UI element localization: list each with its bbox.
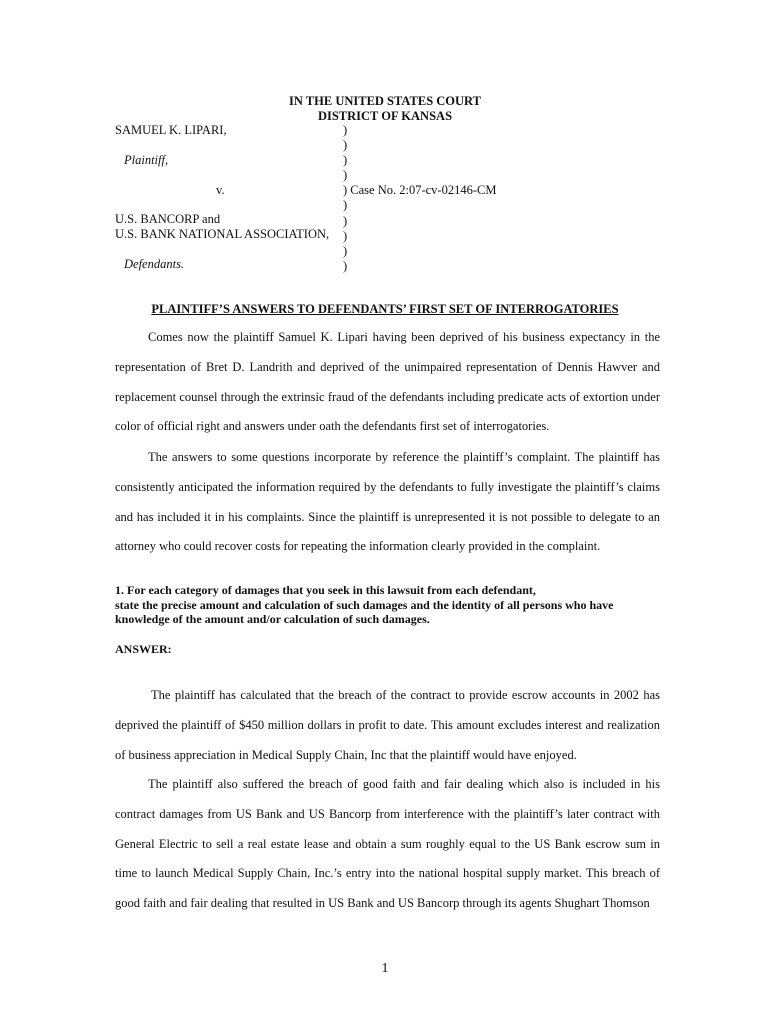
document-title: PLAINTIFF’S ANSWERS TO DEFENDANTS’ FIRST SET OF INTERROGATORIES [151,302,619,316]
caption-divider [343,123,496,274]
caption-paren: ) [343,213,348,228]
defendant-role: Defendants. [124,257,185,271]
intro-paragraph-2-text: The answers to some questions incorporate by reference the plaintiff’s complaint. The plaintiff has consistently anticipated the information required by the defendants to fully investigate the plaintiff’s claims and has included it in his complaints. Since the plaintiff is unrepresented it is not possible to delegate to an attorney who could recover costs for repeating the information clearly provided in the complaint. [115,450,660,554]
caption-paren: ) [343,168,348,183]
question-1-line-1: 1. For each category of damages that you seek in this lawsuit from each defendant, [115,583,536,597]
question-1 [115,583,675,627]
court-name: IN THE UNITED STATES COURT [289,94,481,108]
caption-paren: ) [343,198,348,213]
answer-paragraph-2-text: The plaintiff also suffered the breach of good faith and fair dealing which also is included in his contract damages from US Bank and US Bancorp from interference with the plaintiff’s later contract with General Electric to sell a real estate lease and obtain a sum roughly equal to the US Bank escrow sum in time to launch Medical Supply Chain, Inc.’s entry into the national hospital supply market. This breach of good faith and fair dealing that resulted in US Bank and US Bancorp through its agents Shughart Thomson [115,777,660,911]
caption-paren: ) [343,243,348,258]
defendant-line-2: U.S. BANK NATIONAL ASSOCIATION, [115,227,330,241]
caption-paren: ) [343,153,348,168]
question-1-line-2: state the precise amount and calculation of such damages and the identity of all persons who have [115,597,614,612]
intro-paragraph-2 [115,443,660,562]
page-number: 1 [381,961,389,976]
intro-paragraph-1-text: Comes now the plaintiff Samuel K. Lipari having been deprived of his business expectancy in the representation of Bret D. Landrith and deprived of the unimpaired representation of Dennis Hawver and replacement counsel through the extrinsic fraud of the defendants including predicate acts of extortion under color of official right and answers under oath the defendants first set of interrogatories. [115,330,660,434]
caption-case-row [343,183,496,198]
answer-paragraph-2 [115,770,660,919]
case-number: Case No. 2:07-cv-02146-CM [350,183,497,198]
court-district: DISTRICT OF KANSAS [317,109,453,123]
caption-paren: ) [343,183,348,198]
intro-paragraph-1 [115,323,660,442]
question-1-line-3: knowledge of the amount and/or calculation of such damages. [115,612,430,627]
answer-paragraph-1-text: The plaintiff has calculated that the breach of the contract to provide escrow accounts in 2002 has deprived the plaintiff of $450 million dollars in profit to date. This amount excludes interest and realization of business appreciation in Medical Supply Chain, Inc that the plaintiff would have enjoyed. [115,688,660,762]
plaintiff-role: Plaintiff, [124,153,169,167]
defendant-line-1: U.S. BANCORP and [115,212,221,226]
plaintiff-name: SAMUEL K. LIPARI, [115,123,227,137]
caption-paren: ) [343,228,348,243]
caption-paren: ) [343,258,348,273]
answer-paragraph-1 [115,681,660,770]
caption-paren: ) [343,138,348,153]
answer-label: ANSWER: [115,642,172,656]
versus: v. [216,183,225,197]
caption-paren: ) [343,123,348,137]
